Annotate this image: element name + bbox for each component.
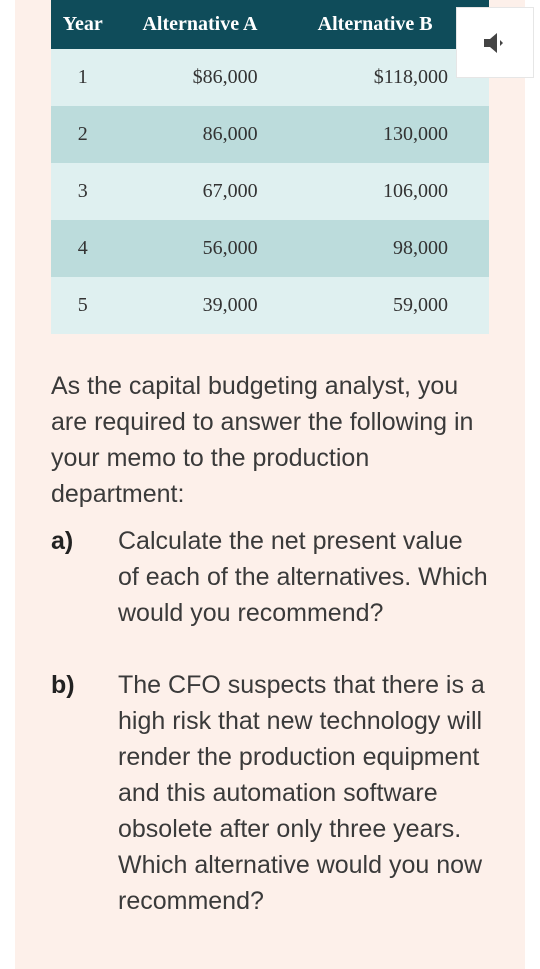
header-alternative-a: Alternative A [142,13,258,35]
year-cell: 2 [77,123,88,145]
alternative-b-cell: $118,000 [373,66,448,88]
header-year: Year [62,13,103,35]
year-cell: 3 [77,180,88,202]
alternative-a-cell: 86,000 [202,123,258,145]
alternative-b-cell: 106,000 [383,180,448,202]
speaker-icon [482,32,508,54]
question-b [51,667,491,919]
table-row [51,106,489,163]
intro-paragraph: As the capital budgeting analyst, you are required to answer the following in your memo to the production department: [51,372,474,508]
alternative-a-cell: 39,000 [202,294,258,316]
table-header-row [51,0,489,49]
question-a-label: a) [51,527,74,555]
year-cell: 4 [77,237,88,259]
year-cell: 5 [77,294,88,316]
alternative-a-cell: 56,000 [202,237,258,259]
alternative-b-cell: 98,000 [393,237,448,259]
header-alternative-b: Alternative B [317,13,433,35]
table-row [51,163,489,220]
question-b-label: b) [51,671,75,699]
cash-flow-table [51,0,489,334]
table-row [51,220,489,277]
alternative-b-cell: 59,000 [393,294,448,316]
alternative-b-cell: 130,000 [383,123,448,145]
question-a-text: Calculate the net present value of each of the alternatives. Which would you recommend? [118,527,488,627]
year-cell: 1 [77,66,88,88]
question-b-text: The CFO suspects that there is a high risk that new technology will render the production equipment and this automation software obsolete after only three years. Which alternative would you now recommend? [118,671,485,915]
audio-play-button[interactable] [456,7,534,78]
alternative-a-cell: $86,000 [192,66,258,88]
question-a [51,523,491,631]
table-row [51,49,489,106]
alternative-a-cell: 67,000 [202,180,258,202]
cash-flow-table-container [51,0,489,334]
table-row [51,277,489,334]
